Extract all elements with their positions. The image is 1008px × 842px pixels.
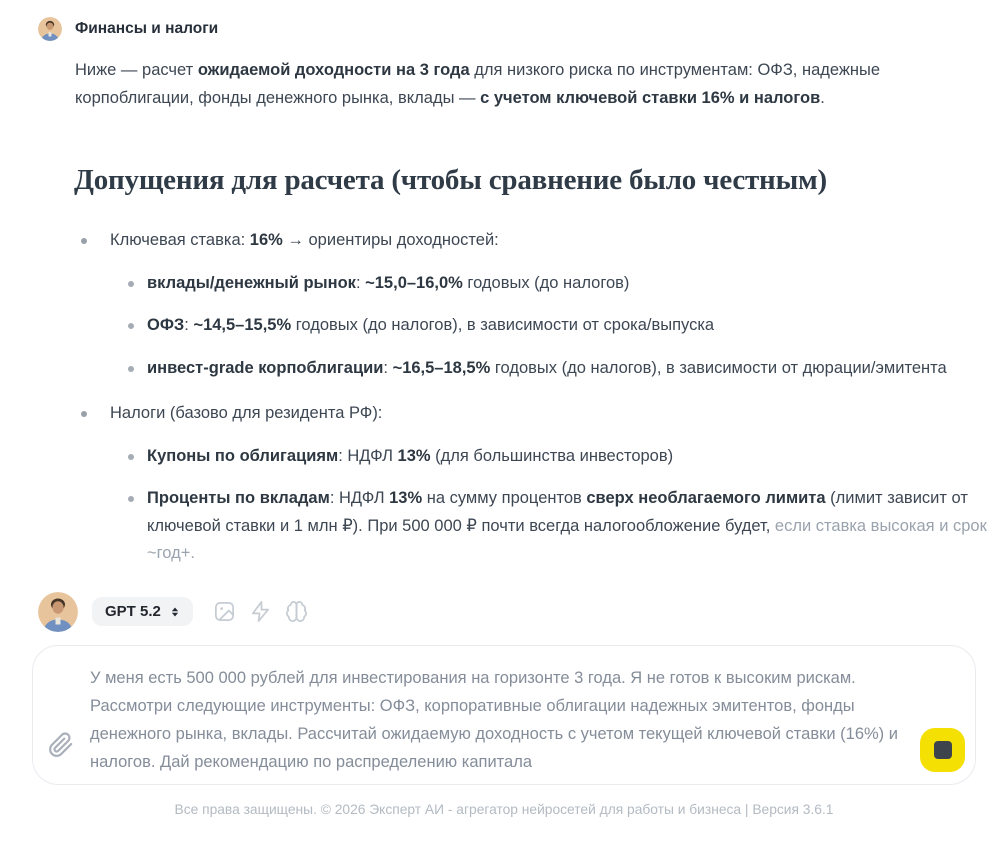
avatar: [38, 592, 78, 632]
stop-square-icon: [934, 741, 952, 759]
bullet-item: [75, 400, 990, 428]
text-segment: ОФЗ: [147, 316, 185, 335]
section-heading: Допущения для расчета (чтобы сравнение было честным): [74, 164, 828, 196]
text-segment: 13%: [389, 489, 423, 508]
assumptions-list: [75, 227, 990, 568]
bullet-item: [75, 270, 990, 298]
text-segment: : НДФЛ: [329, 489, 390, 508]
text-segment: → ориентиры доходностей:: [282, 231, 499, 250]
text-segment: ожидаемой доходности на 3 года: [197, 61, 470, 79]
text-segment: инвест-grade корпоблигации: [147, 358, 384, 377]
text-segment: на сумму процентов: [422, 489, 587, 508]
text-segment: 13%: [397, 446, 431, 465]
bullet-item: [75, 312, 990, 340]
image-icon[interactable]: [213, 600, 236, 623]
footer-copyright: Все права защищены. © 2026 Эксперт АИ - агрегатор нейросетей для работы и бизнеса | Версия 3.6.1: [174, 801, 834, 817]
text-segment: Ниже — расчет: [75, 61, 198, 79]
text-segment: если ставка высокая и срок ~год+.: [147, 516, 987, 563]
bullet-item: [75, 227, 990, 255]
message-input[interactable]: У меня есть 500 000 рублей для инвестирования на горизонте 3 года. Я не готов к высоким рискам. Рассмотри следующие инструменты: ОФЗ, корпоративные облигации надежных эмитентов, фонды денежного рынка, вклады. Рассчитай ожидаемую доходность с учетом текущей ключевой ставки (16%) и налогов. Дай рекомендацию по распределению капитала: [90, 668, 898, 771]
text-segment: ~14,5–15,5%: [193, 316, 292, 335]
model-selector-button[interactable]: [92, 597, 193, 626]
user-photo-icon: [38, 592, 78, 632]
text-segment: 16%: [249, 231, 283, 250]
text-segment: Ключевая ставка:: [110, 231, 250, 250]
text-segment: :: [184, 316, 194, 335]
composer-toolbar: [38, 592, 1008, 632]
text-segment: годовых (до налогов): [462, 273, 630, 292]
text-segment: вклады/денежный рынок: [147, 273, 356, 292]
assistant-intro-paragraph: [75, 57, 961, 112]
composer-tools: [213, 600, 308, 623]
message-input-container: [32, 645, 976, 785]
avatar: [38, 17, 62, 41]
text-segment: (для большинства инвесторов): [430, 446, 674, 465]
text-segment: ~16,5–18,5%: [392, 358, 491, 377]
text-segment: Купоны по облигациям: [147, 446, 339, 465]
chat-title: Финансы и налоги: [75, 20, 219, 37]
bullet-item: [75, 443, 990, 471]
paperclip-icon[interactable]: [48, 732, 74, 758]
text-segment: годовых (до налогов), в зависимости от дюрации/эмитента: [490, 358, 947, 377]
text-segment: Налоги (базово для резидента РФ):: [110, 404, 383, 423]
bullet-item: [75, 355, 990, 383]
user-photo-icon: [38, 17, 62, 41]
text-segment: для низкого риска по инструментам: ОФЗ, надежные корпоблигации, фонды денежного рынка, вклады —: [75, 61, 881, 107]
text-segment: с учетом ключевой ставки 16% и налогов: [480, 88, 821, 107]
chevron-up-down-icon: [168, 605, 182, 619]
text-segment: .: [820, 88, 825, 107]
lightning-icon[interactable]: [249, 600, 272, 623]
text-segment: Проценты по вкладам: [147, 489, 330, 508]
assistant-message-header: [38, 17, 1008, 41]
brain-icon[interactable]: [285, 600, 308, 623]
text-segment: годовых (до налогов), в зависимости от срока/выпуска: [291, 316, 715, 335]
stop-button[interactable]: [920, 728, 965, 772]
text-segment: ~15,0–16,0%: [365, 273, 463, 292]
text-segment: :: [383, 358, 393, 377]
bullet-item: [75, 485, 990, 568]
text-segment: : НДФЛ: [338, 446, 398, 465]
text-segment: :: [355, 273, 366, 292]
text-segment: (лимит зависит от ключевой ставки и 1 млн ₽). При 500 000 ₽ почти всегда налогообложение будет,: [147, 489, 968, 535]
text-segment: сверх необлагаемого лимита: [586, 489, 826, 508]
model-selector-label: GPT 5.2: [105, 603, 161, 621]
